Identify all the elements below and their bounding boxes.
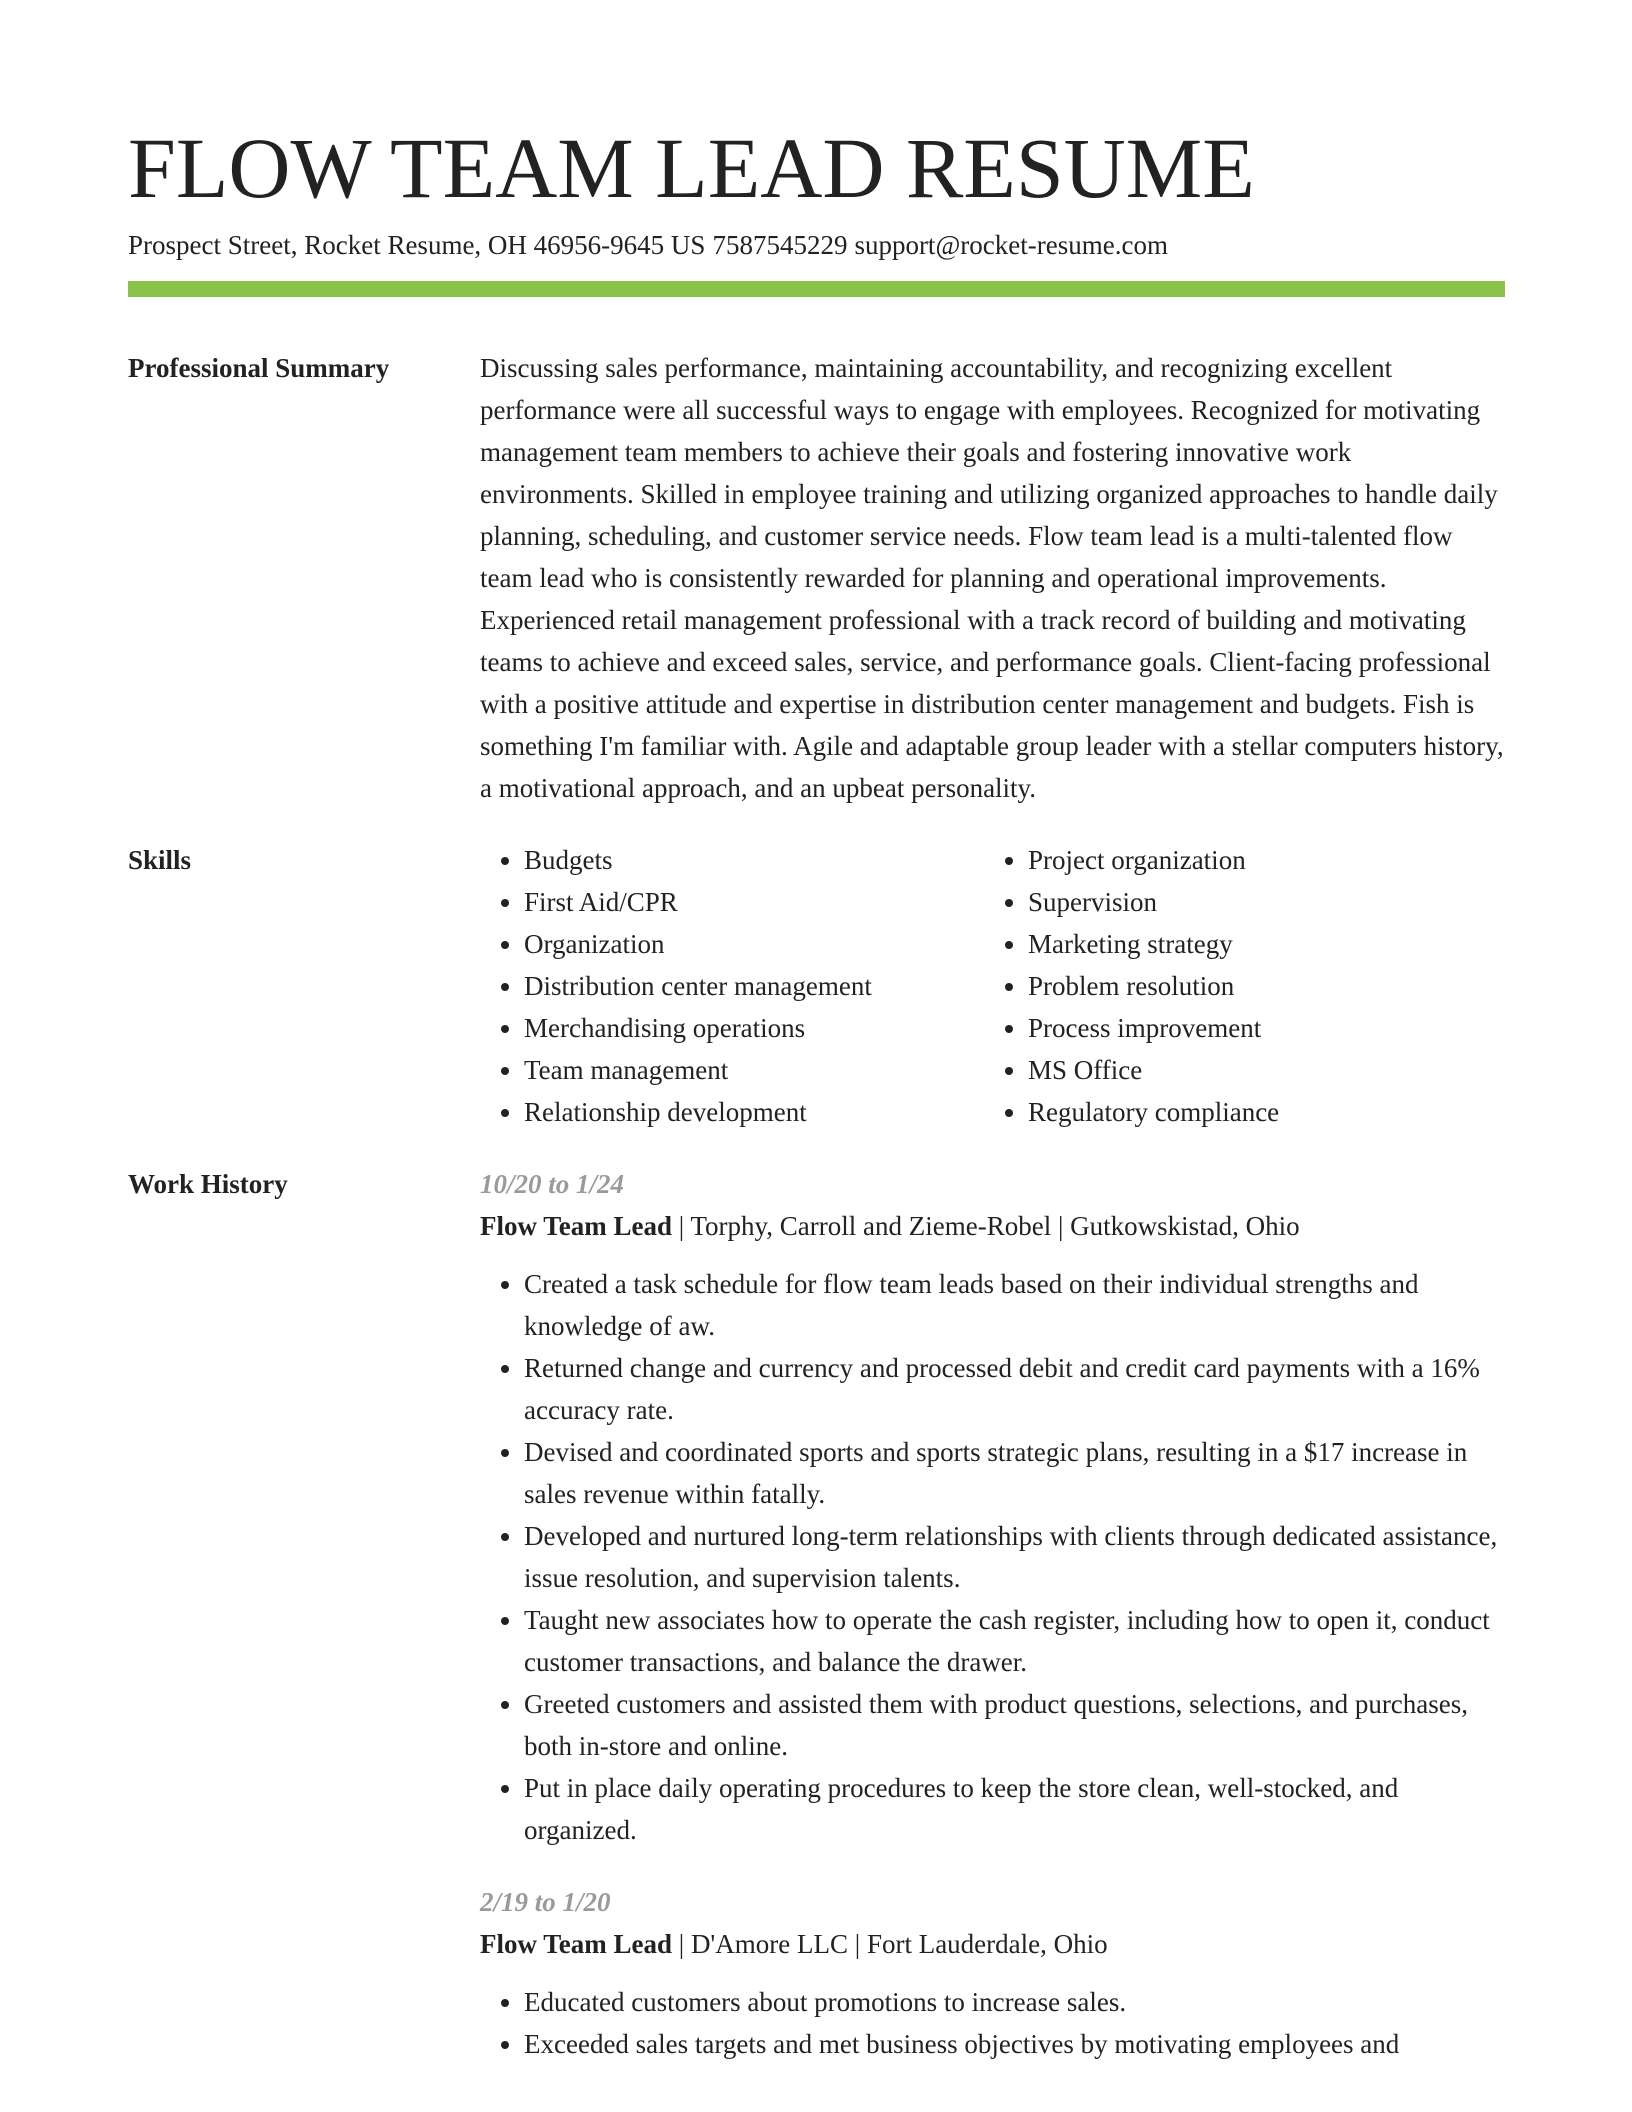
job-location: Fort Lauderdale, Ohio [866, 1929, 1108, 1959]
job-entry [480, 1881, 1505, 2065]
skills-section [128, 839, 1505, 1133]
contact-email: support@rocket-resume.com [854, 230, 1168, 260]
job-dates: 2/19 to 1/20 [480, 1887, 611, 1917]
job-bullet: • Returned change and currency and processed debit and credit card payments with a 16% accuracy rate. [524, 1347, 1505, 1431]
job-bullet: • Devised and coordinated sports and sports strategic plans, resulting in a $17 increase in sales revenue within fatally. [524, 1431, 1505, 1515]
skill-item: • Problem resolution [1028, 965, 1505, 1007]
summary-paragraph: Discussing sales performance, maintaining accountability, and recognizing excellent performance were all successful ways to engage with employees. Recognized for motivating management team members to achieve their goals and fostering innovative work environments. Skilled in employee training and utilizing organized approaches to handle daily planning, scheduling, and customer service needs. Flow team lead is a multi-talented flow team lead who is consistently rewarded for planning and operational improvements. Experienced retail management professional with a track record of building and motivating teams to achieve and exceed sales, service, and performance goals. Client-facing professional with a positive attitude and expertise in distribution center management and budgets. Fish is something I'm familiar with. Agile and adaptable group leader with a stellar computers history, a motivational approach, and an upbeat personality. [480, 353, 1504, 803]
skill-item: • Marketing strategy [1028, 923, 1505, 965]
header-divider [128, 281, 1505, 297]
job-title: Flow Team Lead [480, 1929, 673, 1959]
job-bullet: • Taught new associates how to operate the cash register, including how to open it, conduct customer transactions, and balance the drawer. [524, 1599, 1505, 1683]
skill-item: • Organization [524, 923, 984, 965]
job-heading [480, 1205, 1505, 1247]
skill-item: • Distribution center management [524, 965, 984, 1007]
job-separator: | [672, 1929, 691, 1959]
skill-item: • Relationship development [524, 1091, 984, 1133]
professional-summary-section [128, 347, 1505, 809]
skill-item: • Regulatory compliance [1028, 1091, 1505, 1133]
job-title: Flow Team Lead [480, 1211, 673, 1241]
job-bullet: • Created a task schedule for flow team leads based on their individual strengths and knowledge of aw. [524, 1263, 1505, 1347]
contact-phone: 7587545229 [712, 230, 848, 260]
contact-line [128, 228, 1505, 262]
skill-item: • MS Office [1028, 1049, 1505, 1091]
resume-title: FLOW TEAM LEAD RESUME [128, 120, 1255, 216]
skills-list-right [984, 839, 1505, 1133]
job-heading [480, 1923, 1505, 1965]
section-heading-work-history: Work History [128, 1169, 288, 1199]
skill-item: • Merchandising operations [524, 1007, 984, 1049]
contact-address: Prospect Street, Rocket Resume, OH 46956-9645 US [128, 230, 706, 260]
section-heading-summary: Professional Summary [128, 353, 390, 383]
skill-item: • Supervision [1028, 881, 1505, 923]
work-history-section [128, 1163, 1505, 2065]
skills-list-left [480, 839, 984, 1133]
job-bullet: • Put in place daily operating procedures to keep the store clean, well-stocked, and organized. [524, 1767, 1505, 1851]
skill-item: • Process improvement [1028, 1007, 1505, 1049]
job-company: D'Amore LLC [690, 1929, 849, 1959]
job-dates: 10/20 to 1/24 [480, 1169, 625, 1199]
skill-item: • Team management [524, 1049, 984, 1091]
job-location: Gutkowskistad, Ohio [1070, 1211, 1300, 1241]
job-entry [480, 1163, 1505, 1851]
job-bullet: • Exceeded sales targets and met business objectives by motivating employees and [524, 2023, 1505, 2065]
job-separator: | [1051, 1211, 1071, 1241]
job-bullet-list [480, 1263, 1505, 1851]
job-bullet-list [480, 1981, 1505, 2065]
section-heading-skills: Skills [128, 845, 192, 875]
skill-item: • Project organization [1028, 839, 1505, 881]
resume-page [128, 0, 1505, 2065]
job-separator: | [672, 1211, 691, 1241]
job-bullet: • Developed and nurtured long-term relationships with clients through dedicated assistance, issue resolution, and supervision talents. [524, 1515, 1505, 1599]
job-company: Torphy, Carroll and Zieme-Robel [690, 1211, 1052, 1241]
job-bullet: • Greeted customers and assisted them with product questions, selections, and purchases, both in-store and online. [524, 1683, 1505, 1767]
skill-item: • First Aid/CPR [524, 881, 984, 923]
skill-item: • Budgets [524, 839, 984, 881]
job-bullet: • Educated customers about promotions to increase sales. [524, 1981, 1505, 2023]
job-separator: | [848, 1929, 867, 1959]
